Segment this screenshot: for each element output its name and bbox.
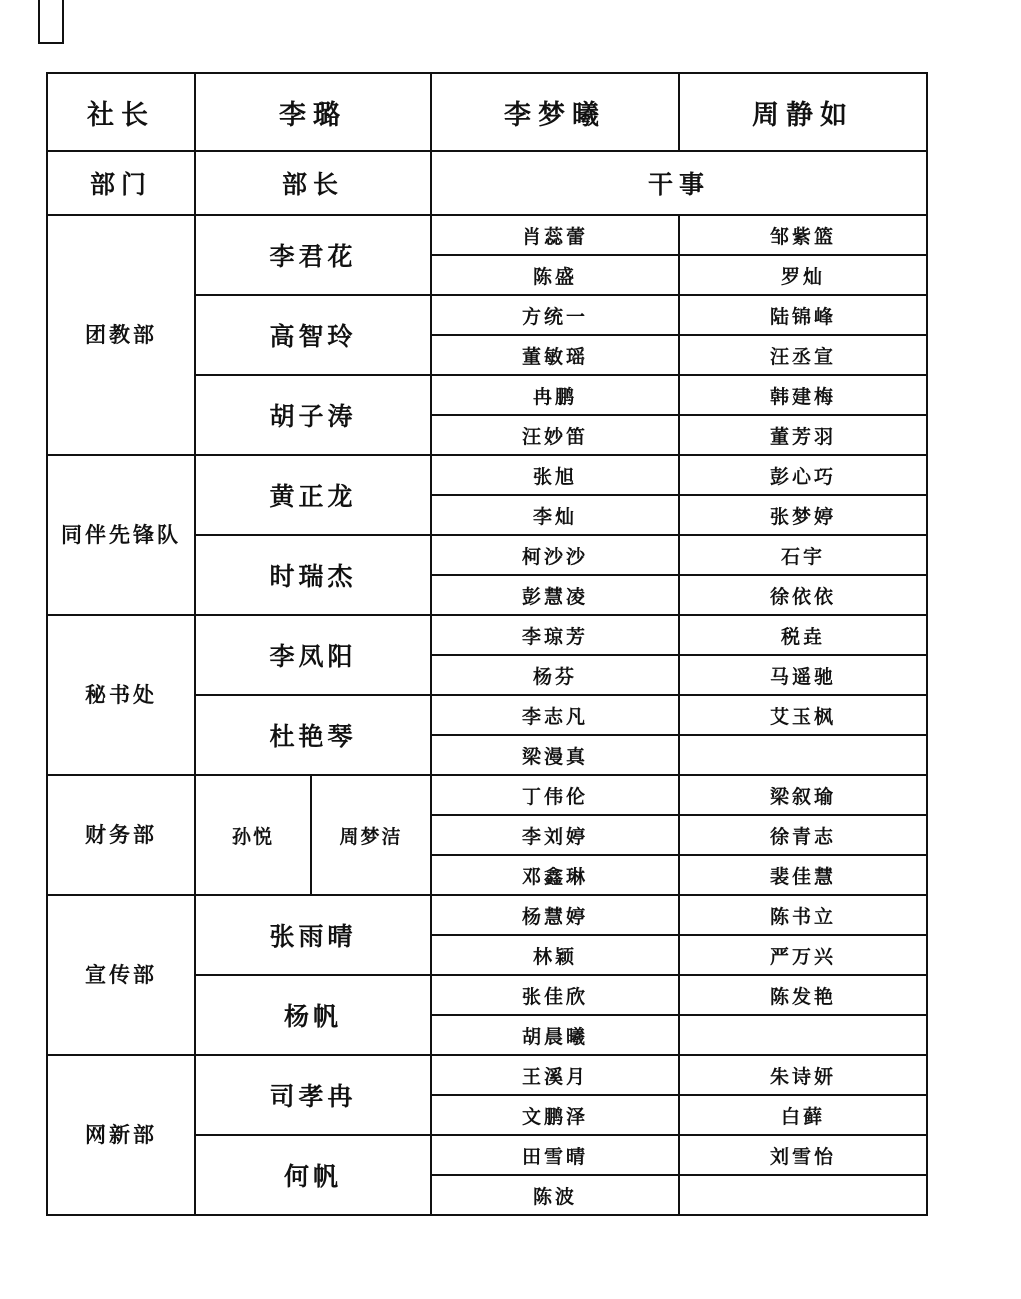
department-name: 团教部 — [47, 215, 195, 455]
member-name: 张梦婷 — [679, 495, 927, 535]
member-name: 汪丞宣 — [679, 335, 927, 375]
member-name: 李琼芳 — [431, 615, 679, 655]
member-name: 梁叙瑜 — [679, 775, 927, 815]
department-head: 孙悦 — [195, 775, 311, 895]
member-name: 韩建梅 — [679, 375, 927, 415]
member-name: 方统一 — [431, 295, 679, 335]
member-name: 李志凡 — [431, 695, 679, 735]
table-row — [47, 775, 927, 815]
column-header-department: 部门 — [47, 151, 195, 215]
member-name: 董芳羽 — [679, 415, 927, 455]
department-name: 宣传部 — [47, 895, 195, 1055]
member-name: 马遥驰 — [679, 655, 927, 695]
department-head: 周梦洁 — [311, 775, 431, 895]
table-row — [47, 895, 927, 935]
member-name: 罗灿 — [679, 255, 927, 295]
member-name: 彭心巧 — [679, 455, 927, 495]
organization-roster-table — [46, 72, 928, 1216]
table-row-president — [47, 73, 927, 151]
member-name: 杨芬 — [431, 655, 679, 695]
member-name: 陈书立 — [679, 895, 927, 935]
department-name: 网新部 — [47, 1055, 195, 1215]
member-name: 董敏瑶 — [431, 335, 679, 375]
cell-president-name-3: 周静如 — [679, 73, 927, 151]
department-head: 杜艳琴 — [195, 695, 431, 775]
member-name-empty — [679, 1175, 927, 1215]
member-name-empty — [679, 1015, 927, 1055]
table-row — [47, 1055, 927, 1095]
member-name: 杨慧婷 — [431, 895, 679, 935]
member-name: 胡晨曦 — [431, 1015, 679, 1055]
member-name: 刘雪怡 — [679, 1135, 927, 1175]
member-name-empty — [679, 735, 927, 775]
member-name: 汪妙笛 — [431, 415, 679, 455]
member-name: 梁漫真 — [431, 735, 679, 775]
column-header-head: 部长 — [195, 151, 431, 215]
member-name: 徐青志 — [679, 815, 927, 855]
member-name: 柯沙沙 — [431, 535, 679, 575]
member-name: 李刘婷 — [431, 815, 679, 855]
department-head: 时瑞杰 — [195, 535, 431, 615]
table-row — [47, 215, 927, 255]
member-name: 陈盛 — [431, 255, 679, 295]
member-name: 邓鑫琳 — [431, 855, 679, 895]
member-name: 艾玉枫 — [679, 695, 927, 735]
member-name: 裴佳慧 — [679, 855, 927, 895]
cell-president-name-1: 李璐 — [195, 73, 431, 151]
department-head: 黄正龙 — [195, 455, 431, 535]
member-name: 彭慧凌 — [431, 575, 679, 615]
member-name: 朱诗妍 — [679, 1055, 927, 1095]
table-row — [47, 455, 927, 495]
member-name: 肖蕊蕾 — [431, 215, 679, 255]
member-name: 白藓 — [679, 1095, 927, 1135]
member-name: 冉鹏 — [431, 375, 679, 415]
department-head: 何帆 — [195, 1135, 431, 1215]
member-name: 张旭 — [431, 455, 679, 495]
department-name: 秘书处 — [47, 615, 195, 775]
member-name: 田雪晴 — [431, 1135, 679, 1175]
member-name: 文鹏泽 — [431, 1095, 679, 1135]
member-name: 丁伟伦 — [431, 775, 679, 815]
department-head: 杨帆 — [195, 975, 431, 1055]
cell-president-label: 社长 — [47, 73, 195, 151]
member-name: 陆锦峰 — [679, 295, 927, 335]
department-head: 高智玲 — [195, 295, 431, 375]
member-name: 林颖 — [431, 935, 679, 975]
cell-president-name-2: 李梦曦 — [431, 73, 679, 151]
department-name: 同伴先锋队 — [47, 455, 195, 615]
table-row — [47, 615, 927, 655]
member-name: 王溪月 — [431, 1055, 679, 1095]
member-name: 李灿 — [431, 495, 679, 535]
member-name: 石宇 — [679, 535, 927, 575]
member-name: 严万兴 — [679, 935, 927, 975]
member-name: 张佳欣 — [431, 975, 679, 1015]
department-head: 李君花 — [195, 215, 431, 295]
department-head: 司孝冉 — [195, 1055, 431, 1135]
member-name: 陈发艳 — [679, 975, 927, 1015]
member-name: 陈波 — [431, 1175, 679, 1215]
department-head: 李凤阳 — [195, 615, 431, 695]
department-name: 财务部 — [47, 775, 195, 895]
page-corner-mark — [38, 0, 64, 44]
department-head: 胡子涛 — [195, 375, 431, 455]
column-header-staff: 干事 — [431, 151, 927, 215]
member-name: 税垚 — [679, 615, 927, 655]
member-name: 徐依依 — [679, 575, 927, 615]
department-head: 张雨晴 — [195, 895, 431, 975]
member-name: 邹紫篮 — [679, 215, 927, 255]
table-row-column-headers — [47, 151, 927, 215]
